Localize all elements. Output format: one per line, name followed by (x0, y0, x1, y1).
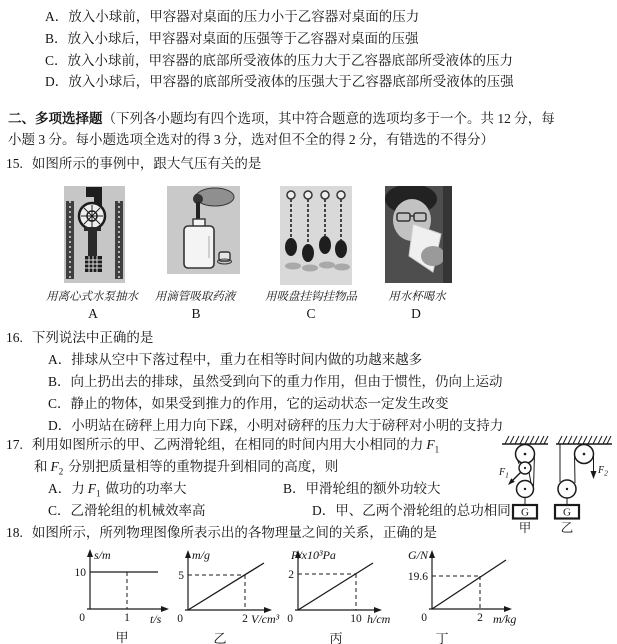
q14-option-a: A．放入小球前，甲容器对桌面的压力小于乙容器对桌面的压力 (45, 9, 420, 24)
section2-header-line2: 小题 3 分。每小题选项全选对的得 3 分，选对但不全的得 2 分，有错选的不得分） (8, 132, 494, 147)
weight-g-label: G (563, 506, 571, 519)
y-axis-label: s/m (94, 548, 111, 562)
q16-option-d: D．小明站在磅秤上用力向下踩，小明对磅秤的压力大于磅秤对小明的支持力 (48, 418, 504, 433)
graph-yi-caption: 乙 (213, 631, 227, 644)
f1-label: $F_1$ (499, 467, 509, 480)
q14-option-d: D．放入小球后，甲容器的底部所受液体的压强大于乙容器底部所受液体的压强 (45, 74, 514, 89)
origin-label: 0 (79, 612, 85, 624)
f2-letter: F (50, 459, 59, 474)
q18-stem-line (6, 524, 437, 541)
figure-b-letter: B (191, 306, 201, 321)
x-axis-label: t/s (150, 612, 162, 626)
q14-option-b: B．放入小球后，甲容器对桌面的压强等于乙容器对桌面的压强 (45, 31, 419, 46)
x-axis-label: m/kg (493, 612, 517, 626)
q18-stem: 如图所示，所列物理图像所表示出的各物理量之间的关系，正确的是 (31, 525, 437, 540)
section2-intro1: （下列各小题均有四个选项，其中符合题意的选项均多于一个。共 12 分，每 (102, 111, 555, 126)
axes (429, 555, 507, 609)
y-tick: 5 (178, 570, 184, 582)
figure-c-caption: 用吸盘挂钩挂物品 (265, 291, 357, 303)
graph-ding-caption: 丁 (435, 631, 449, 644)
y-tick: 19.6 (407, 571, 428, 583)
y-tick: 2 (288, 569, 294, 581)
q15-stem: 如图所示的事例中，跟大气压有关的是 (31, 156, 262, 171)
origin-label: 0 (177, 613, 183, 625)
q16-stem-line (6, 329, 153, 346)
graph-yi-m-v (170, 546, 285, 644)
q16-number: 16. (6, 330, 23, 345)
x-axis-arrow (161, 606, 169, 612)
figure-d-drinking-image (385, 186, 452, 283)
q18-number: 18. (6, 525, 23, 540)
q14-option-c: C．放入小球前，甲容器的底部所受液体的压力大于乙容器底部所受液体的压力 (45, 53, 514, 68)
q17-option-a-pre: A．力 (48, 481, 85, 496)
q16-option-b: B．向上扔出去的排球，虽然受到向下的重力作用，但由于惯性，仍向上运动 (48, 374, 503, 389)
q15-number: 15. (6, 156, 23, 171)
figure-a-caption: 用离心式水泵抽水 (46, 291, 138, 303)
data-line (298, 563, 373, 610)
figure-d-caption: 用水杯喝水 (388, 291, 446, 303)
q16-option-a: A．排球从空中下落过程中，重力在相等时间内做的功越来越多 (48, 352, 423, 367)
axes (295, 555, 377, 610)
pump-strainer (85, 256, 102, 272)
axes (87, 554, 164, 609)
q16-option-c: C．静止的物体，如果受到推力的作用，它的运动状态一定发生改变 (48, 396, 449, 411)
axes (185, 555, 267, 610)
ceiling-left (502, 436, 548, 444)
q17-option-a-rest: 做功的功率大 (105, 481, 187, 496)
f2-arrow (591, 471, 597, 479)
section2-title: 二、多项选择题 (8, 111, 103, 126)
data-line (432, 560, 506, 609)
y-axis-arrow (87, 549, 93, 557)
x-tick: 2 (477, 612, 483, 624)
q17-stem-line2 (34, 458, 338, 481)
graph-ding-g-m (407, 546, 537, 644)
origin-label: 0 (287, 613, 293, 625)
ceiling-right (556, 436, 612, 444)
pulley-jia-caption: 甲 (518, 521, 532, 535)
f1-subscript: 1 (96, 488, 101, 499)
q15-stem-line (6, 155, 261, 172)
figure-a-pump-image (64, 186, 125, 283)
q17-option-a (48, 480, 187, 503)
figure-c-suction-hooks-image (280, 186, 352, 285)
figure-c-letter: C (306, 306, 316, 321)
figure-d-letter: D (411, 306, 421, 321)
f1-subscript: 1 (434, 444, 440, 455)
f2-subscript: 2 (58, 466, 64, 477)
figure-a-letter: A (88, 306, 98, 321)
data-line (188, 563, 264, 610)
x-tick: 10 (350, 613, 362, 625)
medicine-bottle (184, 219, 214, 268)
q17-option-c: C．乙滑轮组的机械效率高 (48, 503, 206, 518)
y-tick: 10 (74, 567, 86, 579)
f1-letter: F (426, 437, 435, 452)
force-f1-variable (426, 437, 440, 455)
q17-stem-part2: 和 (34, 459, 48, 474)
graph-jia-s-t (50, 546, 175, 644)
f2-label: $F_2$ (598, 465, 608, 478)
figure-b-caption: 用滴管吸取药液 (154, 291, 236, 303)
q17-option-d: D．甲、乙两个滑轮组的总功相同 (312, 503, 511, 518)
graph-bing-caption: 丙 (329, 631, 343, 644)
pulley-yi-caption: 乙 (560, 521, 574, 535)
weight-g-label: G (521, 506, 529, 519)
origin-label: 0 (421, 612, 427, 624)
y-axis-label: G/N (408, 548, 429, 562)
section2-header-line1 (8, 110, 555, 127)
force-f1-variable (87, 481, 101, 499)
force-f2-variable (50, 459, 64, 477)
pulley-systems-diagram (497, 431, 617, 537)
y-axis-label: P/x10³Pa (291, 548, 336, 562)
shadow-edge (443, 186, 452, 283)
f1-letter: F (87, 481, 96, 496)
q17-stem-part3: 分别把质量相等的重物提升到相同的高度，则 (68, 459, 339, 474)
q17-option-b: B．甲滑轮组的额外功较大 (283, 481, 441, 496)
x-tick: 1 (124, 612, 130, 624)
x-axis-label: V/cm³ (251, 612, 280, 626)
figure-b-dropper-image (167, 186, 240, 274)
y-axis-arrow (185, 550, 191, 558)
q16-stem: 下列说法中正确的是 (31, 330, 154, 345)
q17-number: 17. (6, 437, 23, 452)
hand (421, 246, 445, 266)
pulley-system-yi (555, 444, 597, 519)
x-tick: 2 (242, 613, 248, 625)
x-axis-label: h/cm (367, 612, 391, 626)
y-axis-arrow (429, 550, 435, 558)
q17-stem-part1: 利用如图所示的甲、乙两滑轮组，在相同的时间内用大小相同的力 (31, 437, 424, 452)
y-axis-label: m/g (192, 548, 210, 562)
graph-jia-caption: 甲 (115, 630, 129, 644)
q17-stem-line1 (6, 436, 442, 459)
